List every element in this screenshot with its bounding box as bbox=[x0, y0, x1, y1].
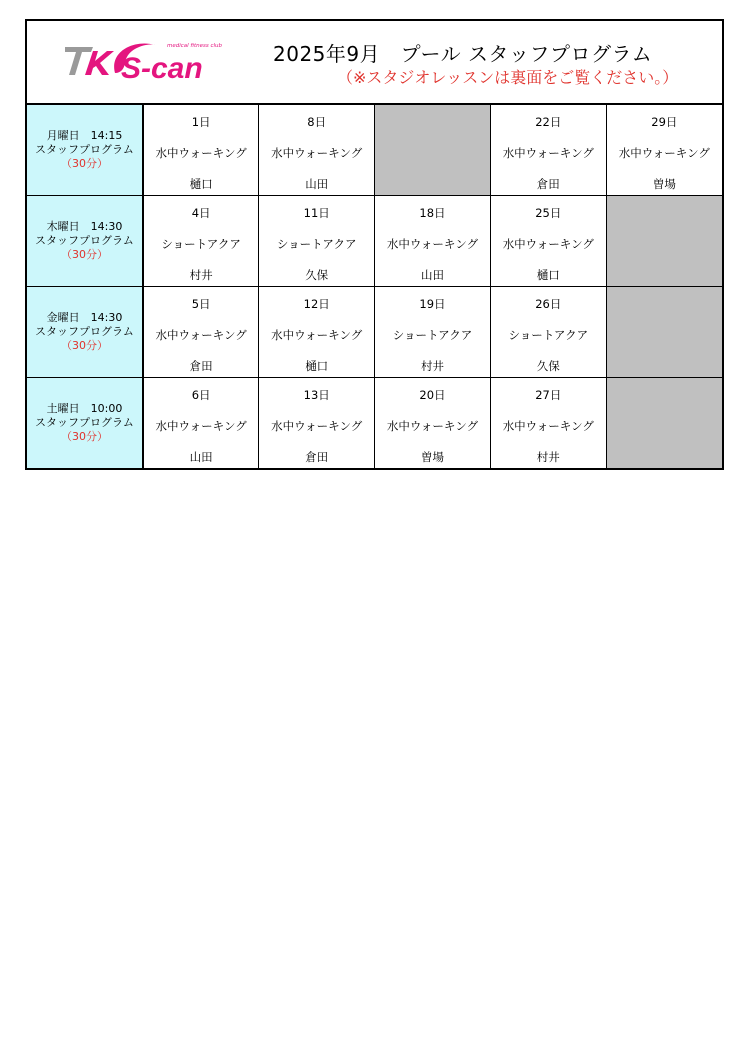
cell-program: ショートアクア bbox=[508, 328, 589, 342]
empty-cell bbox=[606, 287, 722, 378]
schedule-cell bbox=[259, 196, 375, 287]
program-label: スタッフプログラム bbox=[35, 416, 134, 429]
day-time: 木曜日 14:30 bbox=[46, 220, 123, 233]
day-time: 月曜日 14:15 bbox=[46, 129, 123, 142]
schedule-cell bbox=[606, 105, 722, 196]
logo-tagline: medical fitness club bbox=[167, 43, 223, 49]
day-time: 金曜日 14:30 bbox=[46, 311, 123, 324]
cell-date: 20日 bbox=[419, 388, 446, 402]
cell-program: 水中ウォーキング bbox=[618, 146, 710, 160]
logo-mark-text: TK bbox=[63, 37, 65, 38]
cell-staff: 村井 bbox=[536, 450, 560, 464]
cell-staff: 曽場 bbox=[420, 450, 444, 464]
empty-cell bbox=[606, 196, 722, 287]
schedule-table bbox=[27, 105, 722, 468]
cell-program: 水中ウォーキング bbox=[155, 146, 247, 160]
cell-date: 12日 bbox=[303, 297, 330, 311]
schedule-cell bbox=[143, 105, 259, 196]
cell-date: 26日 bbox=[535, 297, 562, 311]
cell-program: 水中ウォーキング bbox=[386, 419, 479, 433]
schedule-cell bbox=[490, 196, 606, 287]
day-header bbox=[27, 378, 143, 469]
program-label: スタッフプログラム bbox=[35, 234, 134, 247]
cell-staff: 倉田 bbox=[536, 177, 560, 191]
day-header bbox=[27, 196, 143, 287]
cell-staff: 樋口 bbox=[189, 177, 213, 191]
schedule-cell bbox=[259, 105, 375, 196]
cell-program: 水中ウォーキング bbox=[155, 419, 247, 433]
cell-program: ショートアクア bbox=[276, 237, 357, 251]
cell-staff: 久保 bbox=[305, 268, 329, 282]
cell-date: 1日 bbox=[191, 115, 211, 129]
schedule-cell bbox=[375, 287, 491, 378]
schedule-cell bbox=[143, 196, 259, 287]
schedule-row bbox=[27, 196, 722, 287]
cell-staff: 山田 bbox=[305, 177, 329, 191]
cell-date: 29日 bbox=[651, 115, 678, 129]
cell-staff: 曽場 bbox=[652, 177, 676, 191]
cell-staff: 山田 bbox=[420, 268, 444, 282]
cell-date: 11日 bbox=[303, 206, 330, 220]
cell-program: ショートアクア bbox=[161, 237, 241, 251]
duration: （30分） bbox=[61, 248, 108, 261]
cell-program: 水中ウォーキング bbox=[271, 146, 363, 160]
cell-date: 13日 bbox=[303, 388, 330, 402]
empty-cell bbox=[606, 378, 722, 469]
schedule-cell bbox=[143, 287, 259, 378]
cell-date: 6日 bbox=[191, 388, 211, 402]
cell-date: 22日 bbox=[535, 115, 562, 129]
cell-staff: 倉田 bbox=[305, 450, 329, 464]
schedule-cell bbox=[490, 378, 606, 469]
schedule-cell bbox=[375, 196, 491, 287]
s-can-logo bbox=[63, 37, 233, 87]
schedule-row bbox=[27, 105, 722, 196]
cell-staff: 樋口 bbox=[536, 268, 560, 282]
page-subtitle: （※スタジオレッスンは裏面をご覧ください。） bbox=[337, 68, 679, 87]
schedule-cell bbox=[259, 378, 375, 469]
cell-program: 水中ウォーキング bbox=[502, 146, 594, 160]
cell-program: 水中ウォーキング bbox=[155, 328, 247, 342]
schedule-cell bbox=[143, 378, 259, 469]
logo-brand: S-can bbox=[121, 52, 203, 85]
schedule-cell bbox=[490, 105, 606, 196]
duration: （30分） bbox=[61, 430, 108, 443]
cell-program: 水中ウォーキング bbox=[271, 328, 363, 342]
duration: （30分） bbox=[61, 157, 108, 170]
cell-staff: 樋口 bbox=[305, 359, 329, 373]
cell-date: 25日 bbox=[535, 206, 562, 220]
schedule-row bbox=[27, 287, 722, 378]
cell-date: 19日 bbox=[419, 297, 446, 311]
tk-mark-icon bbox=[65, 47, 114, 75]
cell-staff: 村井 bbox=[189, 268, 213, 282]
empty-cell bbox=[375, 105, 491, 196]
schedule-sheet bbox=[25, 19, 724, 470]
cell-date: 4日 bbox=[191, 206, 211, 220]
cell-staff: 山田 bbox=[189, 450, 213, 464]
schedule-cell bbox=[259, 287, 375, 378]
day-header bbox=[27, 105, 143, 196]
cell-program: 水中ウォーキング bbox=[502, 237, 594, 251]
cell-date: 27日 bbox=[535, 388, 562, 402]
schedule-row bbox=[27, 378, 722, 469]
cell-date: 8日 bbox=[307, 115, 327, 129]
day-time: 土曜日 10:00 bbox=[46, 402, 123, 415]
program-label: スタッフプログラム bbox=[35, 143, 134, 156]
duration: （30分） bbox=[61, 339, 108, 352]
cell-program: 水中ウォーキング bbox=[386, 237, 479, 251]
cell-program: ショートアクア bbox=[392, 328, 473, 342]
header bbox=[27, 21, 722, 105]
cell-staff: 久保 bbox=[536, 359, 560, 373]
schedule-cell bbox=[375, 378, 491, 469]
cell-date: 18日 bbox=[419, 206, 446, 220]
program-label: スタッフプログラム bbox=[35, 325, 134, 338]
cell-staff: 村井 bbox=[420, 359, 444, 373]
cell-date: 5日 bbox=[191, 297, 211, 311]
cell-program: 水中ウォーキング bbox=[502, 419, 594, 433]
cell-program: 水中ウォーキング bbox=[271, 419, 363, 433]
page-title: 2025年9月 プール スタッフプログラム bbox=[273, 42, 653, 66]
day-header bbox=[27, 287, 143, 378]
cell-staff: 倉田 bbox=[189, 359, 213, 373]
schedule-cell bbox=[490, 287, 606, 378]
